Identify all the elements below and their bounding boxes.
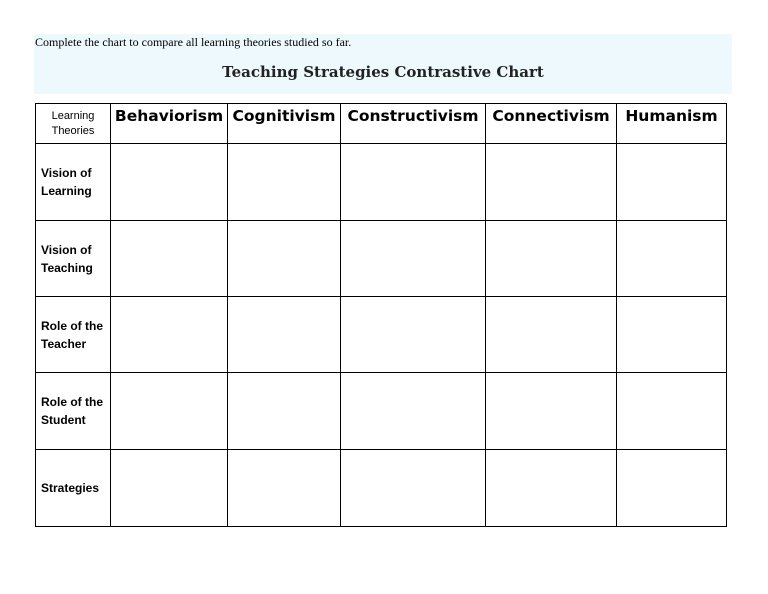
row-header-line: Role of the (41, 395, 103, 409)
answer-cell[interactable] (486, 144, 617, 221)
column-header-connectivism: Connectivism (486, 104, 617, 144)
row-header-line: Vision of (41, 242, 92, 257)
answer-cell[interactable] (111, 144, 228, 221)
answer-cell[interactable] (617, 221, 727, 297)
table-row (36, 373, 727, 450)
row-header-line: Learning (41, 184, 92, 198)
answer-cell[interactable] (486, 221, 617, 297)
answer-cell[interactable] (228, 221, 341, 297)
corner-header-cell (36, 104, 111, 144)
answer-cell[interactable] (228, 373, 341, 450)
header-row (36, 104, 727, 144)
answer-cell[interactable] (341, 297, 486, 373)
row-header-line: Vision of (41, 166, 92, 180)
answer-cell[interactable] (228, 297, 341, 373)
instruction-text: Complete the chart to compare all learning theories studied so far. (35, 35, 352, 49)
answer-cell[interactable] (617, 450, 727, 527)
answer-cell[interactable] (228, 144, 341, 221)
answer-cell[interactable] (111, 221, 228, 297)
row-header-vision-of-learning (36, 144, 111, 221)
row-header-line: Role of the (41, 318, 103, 333)
answer-cell[interactable] (228, 450, 341, 527)
table-row (36, 144, 727, 221)
column-header-constructivism: Constructivism (341, 104, 486, 144)
answer-cell[interactable] (486, 450, 617, 527)
row-header-line: Teaching (41, 260, 93, 275)
answer-cell[interactable] (617, 297, 727, 373)
answer-cell[interactable] (111, 450, 228, 527)
answer-cell[interactable] (341, 144, 486, 221)
row-header-role-of-student (36, 373, 111, 450)
row-header-line: Teacher (41, 336, 87, 351)
corner-header-line: Learning (51, 109, 95, 122)
answer-cell[interactable] (341, 450, 486, 527)
answer-cell[interactable] (617, 373, 727, 450)
column-header-humanism: Humanism (617, 104, 727, 144)
answer-cell[interactable] (486, 373, 617, 450)
answer-cell[interactable] (486, 297, 617, 373)
table-row (36, 450, 727, 527)
answer-cell[interactable] (341, 221, 486, 297)
answer-cell[interactable] (111, 373, 228, 450)
row-header-line: Strategies (41, 481, 100, 495)
answer-cell[interactable] (111, 297, 228, 373)
contrastive-chart-table (35, 103, 727, 527)
row-header-vision-of-teaching (36, 221, 111, 297)
answer-cell[interactable] (341, 373, 486, 450)
column-header-behaviorism: Behaviorism (111, 104, 228, 144)
row-header-role-of-teacher (36, 297, 111, 373)
column-header-cognitivism: Cognitivism (228, 104, 341, 144)
table-row (36, 221, 727, 297)
row-header-line: Student (41, 413, 86, 427)
table-row (36, 297, 727, 373)
chart-title: Teaching Strategies Contrastive Chart (222, 63, 544, 81)
corner-header-line: Theories (51, 124, 95, 137)
row-header-strategies (36, 450, 111, 527)
answer-cell[interactable] (617, 144, 727, 221)
